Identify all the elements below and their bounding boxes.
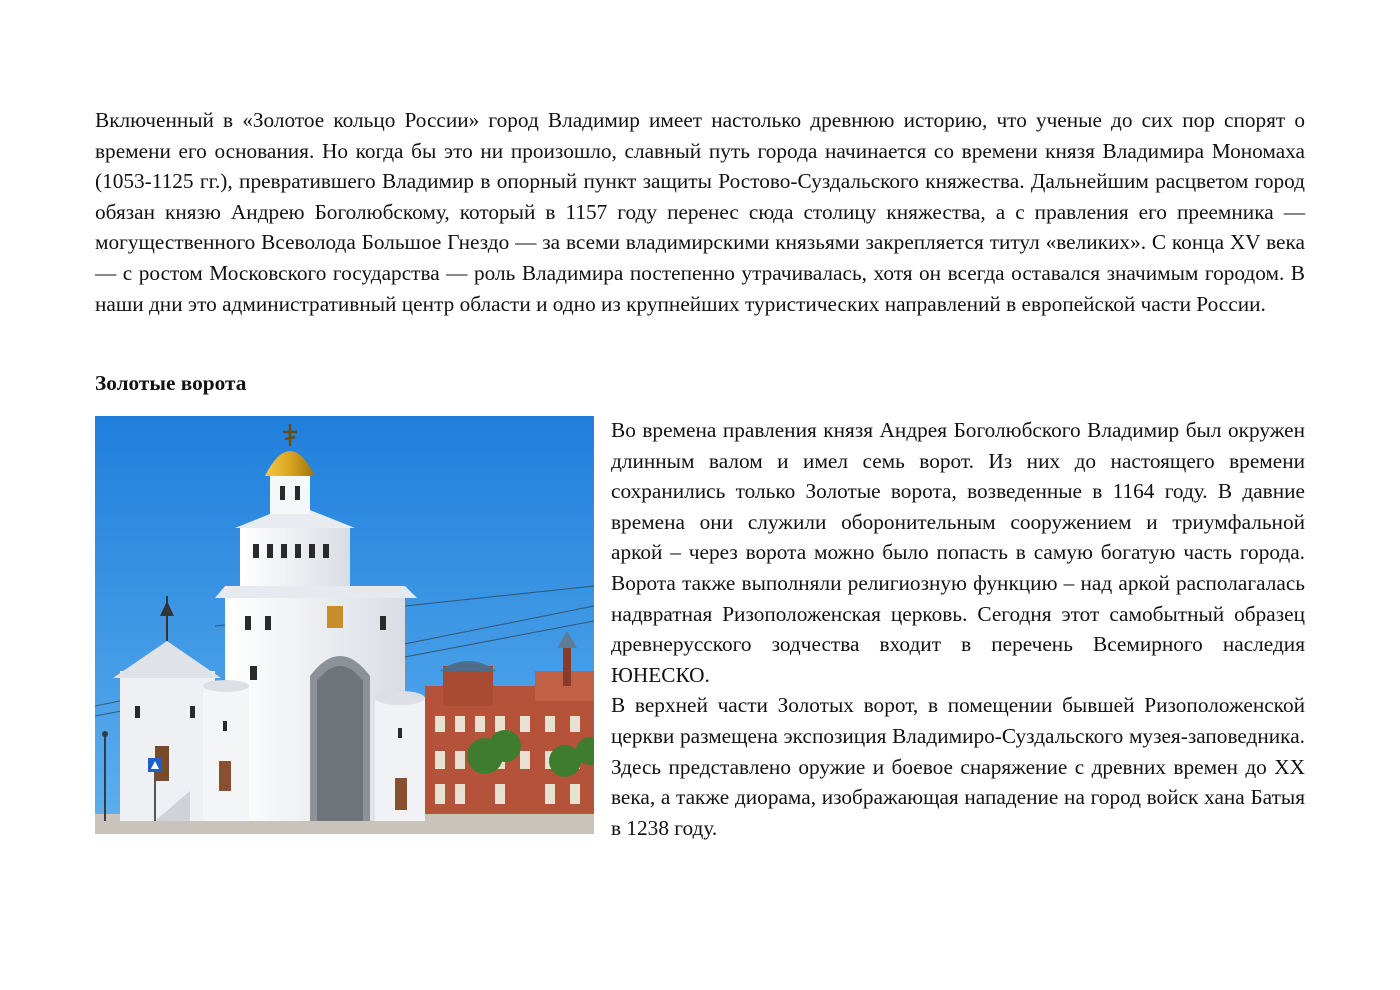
round-tower-left <box>203 680 249 821</box>
golden-gate-photo <box>95 416 594 834</box>
section-paragraph-1: Во времена правления князя Андрея Боголюбского Владимир был окружен длинным валом и имел семь ворот. Из них до настоящего времени сохранились только Золотые ворота, возведенные в 1164 году. В давние времена они служили оборонительным сооружением и триумфальной аркой – через ворота можно было попасть в самую богатую часть города. Ворота также выполняли религиозную функцию – над аркой располагалась надвратная Ризоположенская церковь. Сегодня этот самобытный образец древнерусского зодчества входит в перечень Всемирного наследия ЮНЕСКО. <box>611 418 1305 687</box>
golden-gate-illustration <box>95 416 594 834</box>
section-body <box>611 415 1305 843</box>
section-heading: Золотые ворота <box>95 371 247 395</box>
section-paragraph-2: В верхней части Золотых ворот, в помещении бывшей Ризоположенской церкви размещена экспозиция Владимиро-Суздальского музея-заповедника. Здесь представлено оружие и боевое снаряжение с древних времен до XX века, а также диорама, изображающая нападение на город войск хана Батыя в 1238 году. <box>611 693 1305 840</box>
round-tower-right <box>375 691 425 821</box>
intro-paragraph: Включенный в «Золотое кольцо России» город Владимир имеет настолько древнюю историю, что ученые до сих пор спорят о времени его основания. Но когда бы это ни произошло, славный путь города начинается со времени князя Владимира Мономаха (1053-1125 гг.), превратившего Владимир в опорный пункт защиты Ростово-Суздальского княжества. Дальнейшим расцветом город обязан князю Андрею Боголюбскому, который в 1157 году перенес сюда столицу княжества, а с правления его преемника — могущественного Всеволода Большое Гнездо — за всеми владимирскими князьями закрепляется титул «великих». С конца XV века — с ростом Московского государства — роль Владимира постепенно утрачивалась, хотя он всегда оставался значимым городом. В наши дни это административный центр области и одно из крупнейших туристических направлений в европейской части России. <box>95 108 1305 316</box>
icon-panel <box>327 606 343 628</box>
